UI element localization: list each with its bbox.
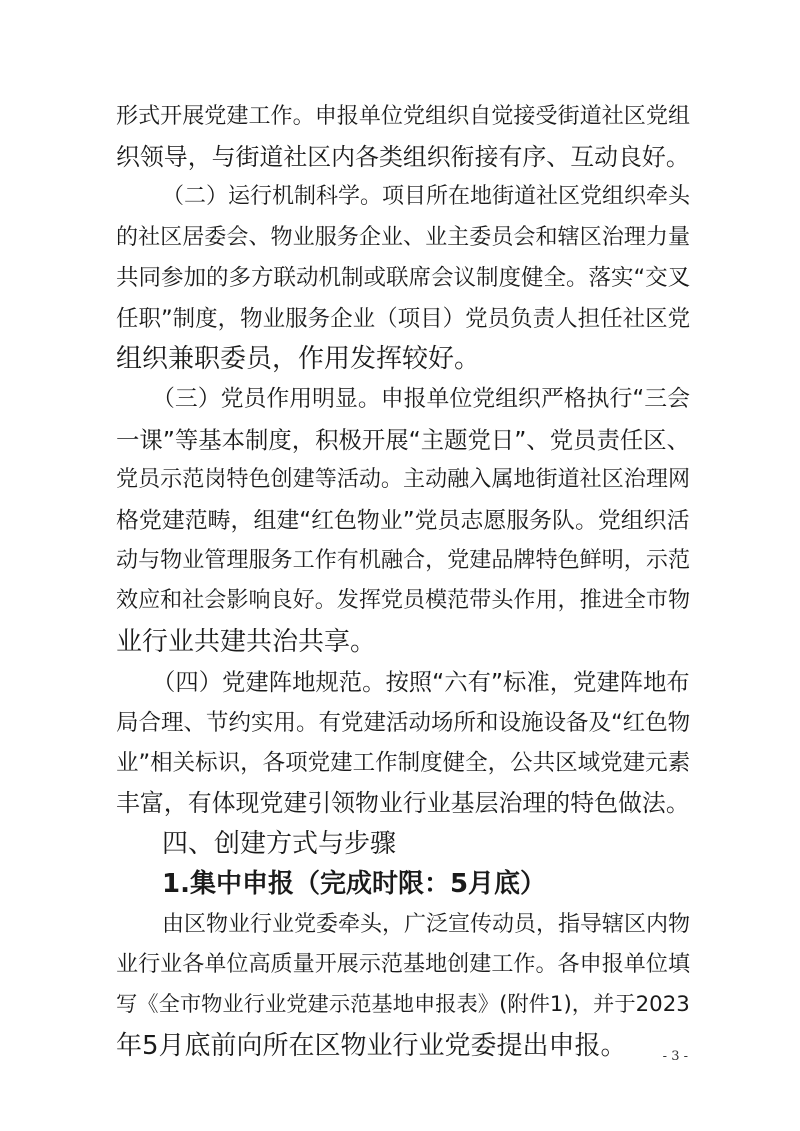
text-line-11: 格党建范畴，组建“红色物业”党员志愿服务队。党组织活 (116, 508, 690, 534)
text-line-4: 的社区居委会、物业服务企业、业主委员会和辖区治理力量 (116, 225, 691, 250)
text-line-21: 由区物业行业党委牵头，广泛宣传动员，指导辖区内物 (162, 912, 691, 937)
text-line-1: 形式开展党建工作。申报单位党组织自觉接受街道社区党组 (116, 104, 691, 129)
text-line-14: 业行业共建共治共享。 (116, 627, 377, 657)
text-line-6: 任职”制度，物业服务企业（项目）党员负责人担任社区党 (116, 306, 691, 332)
section-3-heading-line: （三）党员作用明显。申报单位党组织严格执行“三会 (152, 386, 690, 412)
chapter-4-heading: 四、创建方式与步骤 (162, 829, 397, 859)
text-line-16: 局合理、节约实用。有党建活动场所和设施设备及“红色物 (116, 710, 691, 736)
page-number: - 3 - (662, 1049, 688, 1064)
text-line-22: 业行业各单位高质量开展示范基地创建工作。各申报单位填 (116, 952, 691, 977)
section-2-heading-line: （二）运行机制科学。项目所在地街道社区党组织牵头 (162, 184, 691, 209)
text-line-2: 织领导，与街道社区内各类组织衔接有序、互动良好。 (116, 143, 690, 171)
text-line-10: 党员示范岗特色创建等活动。主动融入属地街道社区治理网 (116, 467, 691, 492)
step-1-heading: 1.集中申报（完成时限：5月底） (162, 869, 547, 899)
text-line-12: 动与物业管理服务工作有机融合，党建品牌特色鲜明，示范 (116, 548, 691, 573)
text-line-24: 年5月底前向所在区物业行业党委提出申报。 (116, 1031, 627, 1061)
text-line-13: 效应和社会影响良好。发挥党员模范带头作用，推进全市物 (116, 588, 691, 613)
text-line-5: 共同参加的多方联动机制或联席会议制度健全。落实“交叉 (116, 265, 691, 291)
text-line-18: 丰富，有体现党建引领物业行业基层治理的特色做法。 (116, 789, 690, 817)
text-line-23: 写《全市物业行业党建示范基地申报表》(附件1)，并于2023 (116, 992, 690, 1017)
text-line-9: 一课”等基本制度，积极开展“主题党日”、党员责任区、 (116, 426, 690, 454)
text-line-17: 业”相关标识，各项党建工作制度健全，公共区域党建元素 (116, 750, 691, 776)
text-line-7: 组织兼职委员，作用发挥较好。 (116, 344, 481, 374)
section-4-heading-line: （四）党建阵地规范。按照“六有”标准，党建阵地布 (152, 668, 690, 696)
